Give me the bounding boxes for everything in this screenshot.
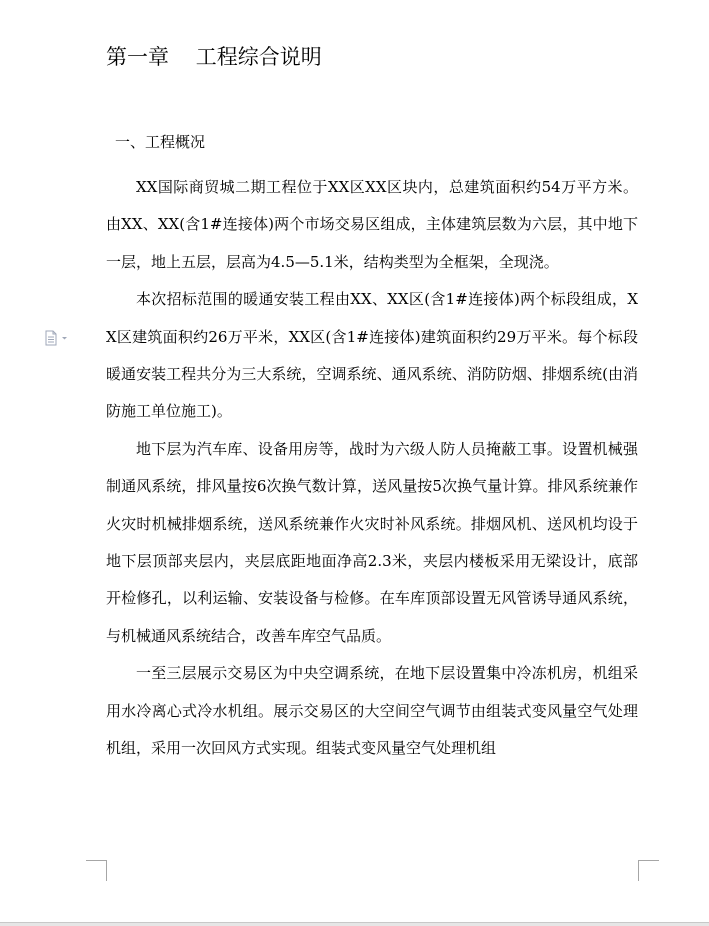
paragraph-3: 地下层为汽车库、设备用房等，战时为六级人防人员掩蔽工事。设置机械强制通风系统，排风量按6次换气数计算，送风量按5次换气量计算。排风系统兼作火灾时机械排烟系统，送风系统兼作火灾时补风系统。排烟风机、送风机均设于地下层顶部夹层内，夹层底距地面净高2.3米，夹层内楼板采用无梁设计，底部开检修孔，以利运输、安装设备与检修。在车库顶部设置无风管诱导通风系统，与机械通风系统结合，改善车库空气品质。 [106, 439, 638, 645]
section-title: 一、工程概况 [115, 133, 206, 151]
crop-mark-left [86, 860, 107, 881]
paragraph-marker-icon[interactable] [43, 330, 71, 346]
crop-mark-right [638, 860, 659, 881]
page-bottom-edge [0, 922, 709, 926]
paragraph-4: 一至三层展示交易区为中央空调系统，在地下层设置集中冷冻机房，机组采用水冷离心式冷水机组。展示交易区的大空间空气调节由组装式变风量空气处理机组，采用一次回风方式实现。组装式变风量空气处理机组 [106, 664, 638, 758]
chapter-title: 第一章 工程综合说明 [106, 45, 322, 69]
paragraph-2: 本次招标范围的暖通安装工程由XX、XX区(含1#连接体)两个标段组成，XX区建筑面积约26万平米，XX区(含1#连接体)建筑面积约29万平米。每个标段暖通安装工程共分为三大系统，空调系统、通风系统、消防防烟、排烟系统(由消防施工单位施工)。 [106, 290, 638, 421]
body-text [106, 169, 638, 768]
paragraph-1: XX国际商贸城二期工程位于XX区XX区块内，总建筑面积约54万平方米。由XX、XX(含1#连接体)两个市场交易区组成，主体建筑层数为六层，其中地下一层，地上五层，层高为4.5—5.1米，结构类型为全框架，全现浇。 [106, 178, 638, 271]
